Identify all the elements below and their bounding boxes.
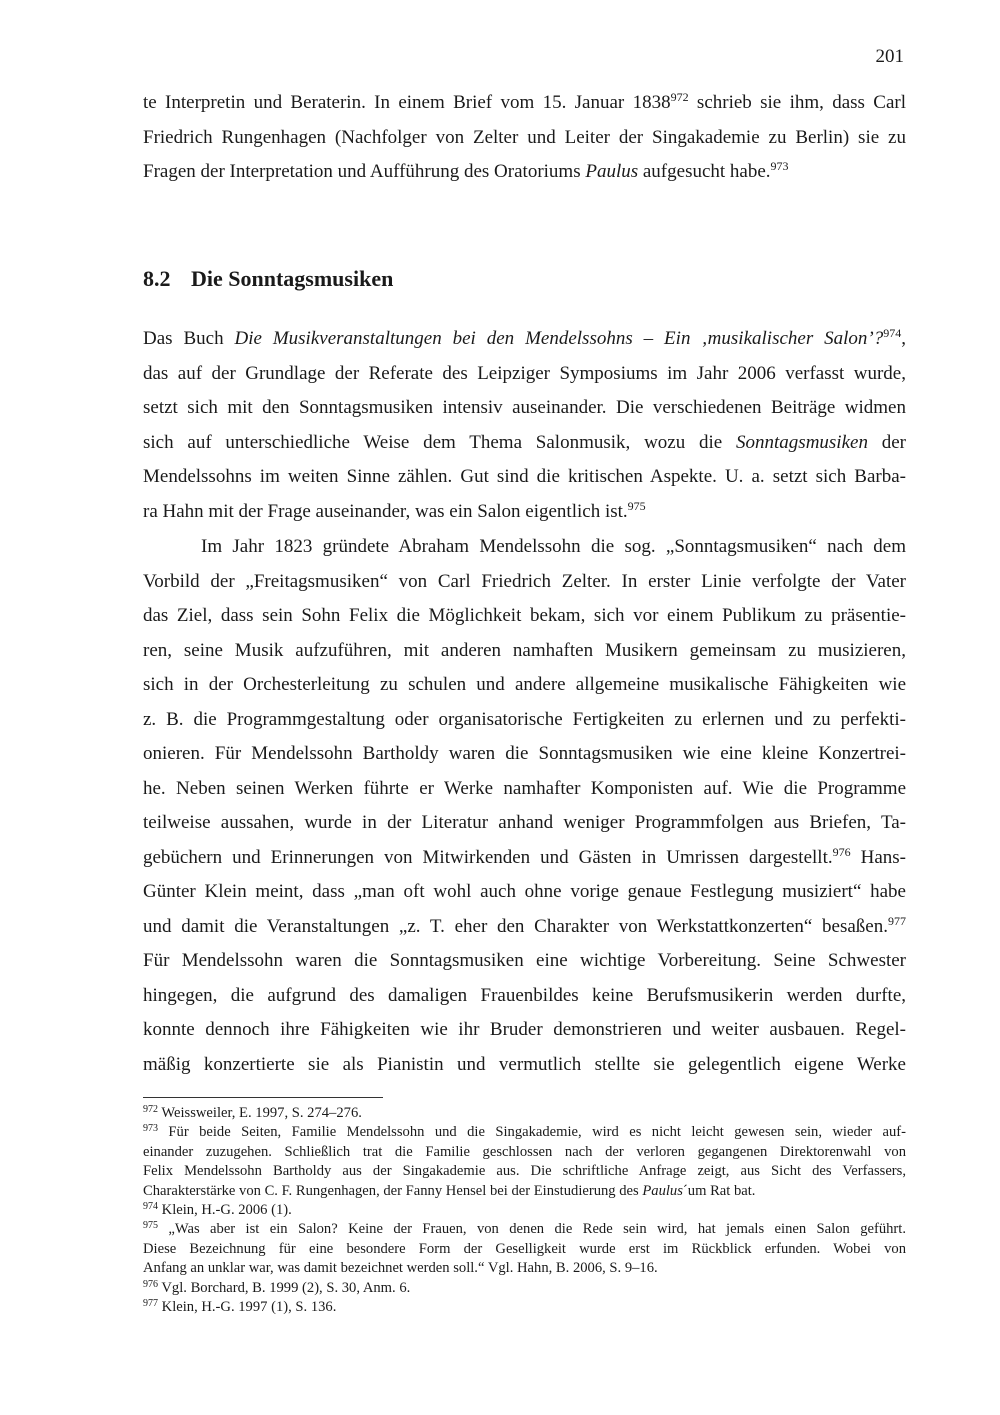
book-title: Die Musikveranstaltungen bei den Mendelssohns – Ein ‚musikalischer Salon’? [234, 328, 884, 349]
footnote-ref-976[interactable]: 976 [832, 844, 851, 859]
footnote-ref-973[interactable]: 973 [770, 159, 789, 173]
paragraph-continued: te Interpretin und Beraterin. In einem Brief vom 15. Januar 1838$^{972}$ schrieb sie ihm, dass Carl Friedrich Rungenhagen (Nachfolger von Zelter und Leiter der Singakademie zu Berlin) sie zu Fragen der Interpretation und Aufführung des Oratoriums Paulus aufgesucht habe.$^{973}$ [143, 90, 906, 182]
footnote-ref-975[interactable]: 975 [627, 498, 646, 513]
footnote-ref-977[interactable]: 977 [888, 913, 906, 928]
work-title: Paulus [585, 161, 639, 182]
footnotes [143, 1104, 906, 1317]
footnote-977: $^{977}$ Klein, H.-G. 1997 (1), S. 136. [143, 1298, 337, 1316]
page-number: 201 [875, 46, 904, 67]
paragraph-book: Das Buch Die Musikveranstaltungen bei den Mendelssohns – Ein ‚musikalischer Salon’?$^{974}$, das auf der Grundlage der Referate des Leipziger Symposiums im Jahr 2006 verfasst wurde, setzt sich mit den Sonntagsmusiken intensiv auseinander. Die verschiedenen Beiträge widmen sich auf unterschiedliche Weise dem Thema Salonmusik, wozu die Sonntagsmusiken der Mendelssohns im weiten Sinne zählen. Gut sind die kritischen Aspekte. U. a. setzt sich Barba- ra Hahn mit der Frage auseinander, was ein Salon eigentlich ist.$^{975}$ [143, 326, 906, 522]
section-title: Die Sonntagsmusiken [191, 266, 394, 291]
section-heading [143, 266, 393, 292]
footnote-ref-972[interactable]: 972 [670, 90, 689, 104]
footnote-973: $^{973}$ Für beide Seiten, Familie Mendelssohn und die Singakademie, wird es nicht leicht gewesen sein, wieder auf- einander zuzugehen. Schließlich trat die Familie geschlossen nach der verloren gegangenen Direktorenwahl von Felix Mendelssohn Bartholdy aus der Singakademie aus. Die schriftliche Anfrage zeigt, aus Sicht des Verfassers, Charakterstärke von C. F. Rungenhagen, der Fanny Hensel bei der Einstudierung des Paulus´um Rat bat. [143, 1123, 906, 1199]
footnote-975: $^{975}$ „Was aber ist ein Salon? Keine der Frauen, von denen die Rede sein wird, hat jemals einen Salon geführt. Diese Bezeichnung für eine besondere Form der Geselligkeit wurde erst im Rückblick erfunden. Wobei von Anfang an unklar war, was damit bezeichnet werden soll.“ Vgl. Hahn, B. 2006, S. 9–16. [143, 1220, 906, 1277]
footnote-976: $^{976}$ Vgl. Borchard, B. 1999 (2), S. 30, Anm. 6. [143, 1278, 411, 1296]
footnote-972: $^{972}$ Weissweiler, E. 1997, S. 274–276. [143, 1104, 362, 1121]
paragraph-sonntagsmusiken: Im Jahr 1823 gründete Abraham Mendelssohn die sog. „Sonntagsmusiken“ nach dem Vorbild der „Freitagsmusiken“ von Carl Friedrich Zelter. In erster Linie verfolgte der Vater das Ziel, dass sein Sohn Felix die Möglichkeit bekam, sich vor einem Publikum zu präsentie- ren, seine Musik aufzuführen, mit anderen namhaften Musikern gemeinsam zu musizieren, sich in der Orchesterleitung zu schulen und andere allgemeine musikalische Fähigkeiten wie z. B. die Programmgestaltung oder organisatorische Fertigkeiten zu erlernen und zu perfekti- onieren. Für Mendelssohn Bartholdy waren die Sonntagsmusiken wie eine kleine Konzertrei- he. Neben seinen Werken führte er Werke namhafter Komponisten auf. Wie die Programme teilweise aussahen, wurde in der Literatur anhand weniger Programmfolgen aus Briefen, Ta- gebüchern und Erinnerungen von Mitwirkenden und Gästen in Umrissen dargestellt.$^{976}$ Hans- Günter Klein meint, dass „man oft wohl auch ohne vorige genaue Festlegung musiziert“ habe und damit die Veranstaltungen „z. T. eher den Charakter von Werkstattkonzerten“ besaßen.$^{977}$ Für Mendelssohn waren die Sonntagsmusiken eine wichtige Vorbereitung. Seine Schwester hingegen, die aufgrund des damaligen Frauenbildes keine Berufsmusikerin werden durfte, konnte dennoch ihre Fähigkeiten wie ihr Bruder demonstrieren und weiter ausbauen. Regel- mäßig konzertierte sie als Pianistin und vermutlich stellte sie gelegentlich eigene Werke [143, 536, 906, 1075]
footnote-974: $^{974}$ Klein, H.-G. 2006 (1). [143, 1201, 292, 1219]
footnote-ref-974[interactable]: 974 [883, 326, 902, 340]
section-number: 8.2 [143, 266, 171, 291]
term-sonntagsmusiken: Sonntagsmusiken [736, 431, 868, 453]
footnote-divider [143, 1097, 383, 1098]
